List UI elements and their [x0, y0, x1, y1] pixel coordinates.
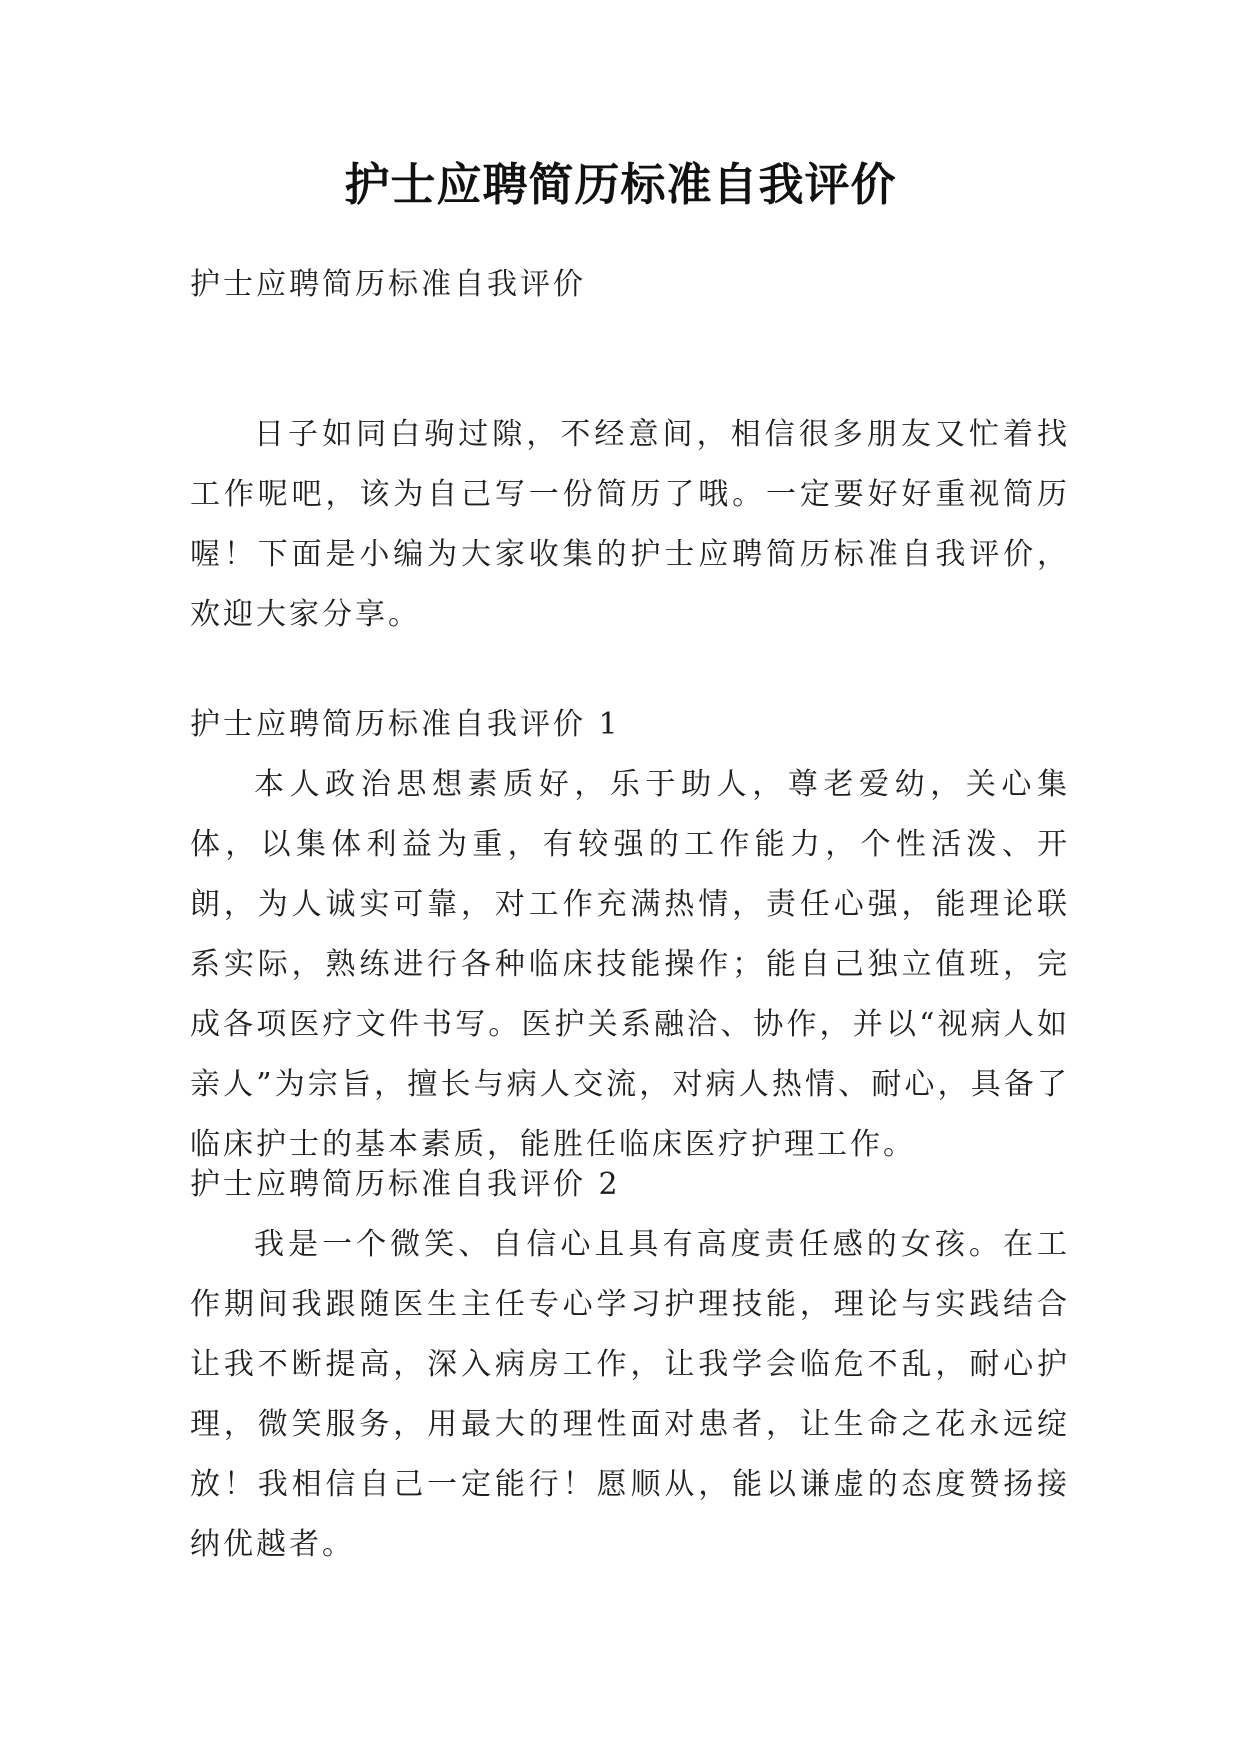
document-title: 护士应聘简历标准自我评价: [344, 158, 897, 211]
section-1-heading: 护士应聘简历标准自我评价 1: [190, 707, 621, 742]
section-1-paragraph: 本人政治思想素质好，乐于助人，尊老爱幼，关心集体，以集体利益为重，有较强的工作能力，个性活泼、开朗，为人诚实可靠，对工作充满热情，责任心强，能理论联系实际，熟练进行各种临床技能操作；能自己独立值班，完成各项医疗文件书写。医护关系融洽、协作，并以“视病人如亲人”为宗旨，擅长与病人交流，对病人热情、耐心，具备了临床护士的基本素质，能胜任临床医疗护理工作。: [190, 767, 1070, 1162]
intro-paragraph: 日子如同白驹过隙，不经意间，相信很多朋友又忙着找工作呢吧，该为自己写一份简历了哦。一定要好好重视简历喔！下面是小编为大家收集的护士应聘简历标准自我评价，欢迎大家分享。: [190, 417, 1070, 632]
intro-heading: 护士应聘简历标准自我评价: [190, 267, 586, 302]
section-2-paragraph: 我是一个微笑、自信心且具有高度责任感的女孩。在工作期间我跟随医生主任专心学习护理技能，理论与实践结合让我不断提高，深入病房工作，让我学会临危不乱，耐心护理，微笑服务，用最大的理性面对患者，让生命之花永远绽放！我相信自己一定能行！愿顺从，能以谦虚的态度赞扬接纳优越者。: [190, 1227, 1070, 1562]
section-2-heading: 护士应聘简历标准自我评价 2: [190, 1167, 621, 1202]
